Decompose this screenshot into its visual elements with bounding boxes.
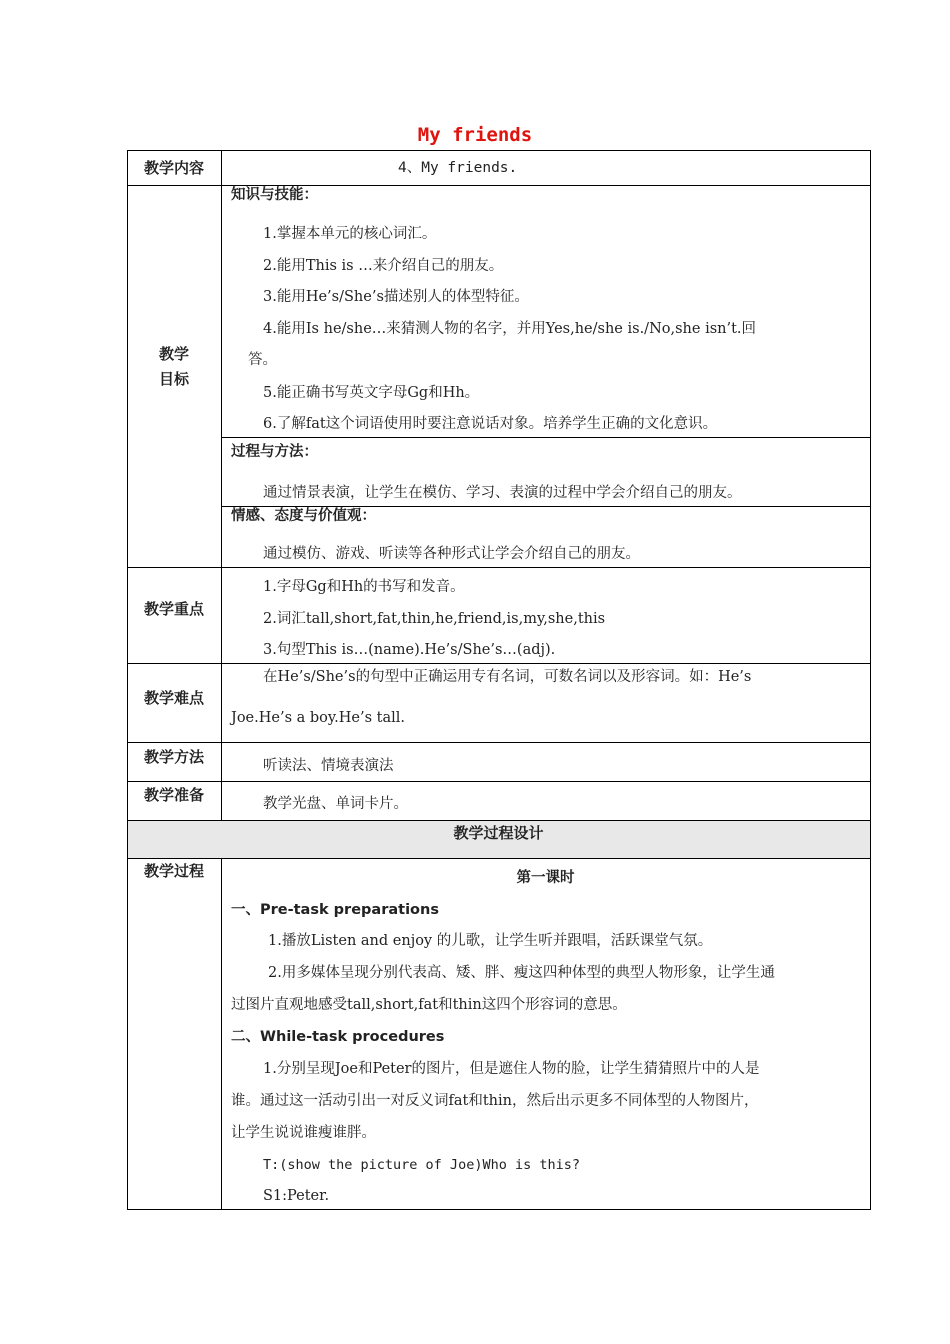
difficulties-label: 教学难点 xyxy=(143,689,204,707)
difficulties-line1: 在He’s/She’s的句型中正确运用专有名词，可数名词以及形容词。如：He’s xyxy=(263,669,752,685)
process-line: 1.播放Listen and enjoy 的儿歌，让学生听并跟唱，活跃课堂气氛。 xyxy=(268,933,713,949)
key-point-item: 1.字母Gg和Hh的书写和发音。 xyxy=(263,579,465,595)
table-rule xyxy=(127,858,871,859)
table-border-top xyxy=(127,150,871,151)
process-line: 让学生说说谁瘦谁胖。 xyxy=(231,1125,376,1141)
table-rule xyxy=(127,781,871,782)
preparation-value: 教学光盘、单词卡片。 xyxy=(263,796,408,812)
knowledge-item: 1.掌握本单元的核心词汇。 xyxy=(263,226,437,242)
goals-label-line2: 目标 xyxy=(158,370,189,388)
knowledge-item: 3.能用He’s/She’s描述别人的体型特征。 xyxy=(263,289,529,305)
table-border-left xyxy=(127,150,128,1210)
process-method-text: 通过情景表演，让学生在模仿、学习、表演的过程中学会介绍自己的朋友。 xyxy=(263,485,742,501)
table-border-right xyxy=(870,150,871,1210)
process-line: 2.用多媒体呈现分别代表高、矮、胖、瘦这四种体型的典型人物形象，让学生通 xyxy=(268,965,775,981)
table-column-divider xyxy=(221,858,222,1210)
table-column-divider xyxy=(221,150,222,821)
key-point-item: 3.句型This is…(name).He’s/She’s…(adj). xyxy=(263,642,556,658)
knowledge-heading: 知识与技能： xyxy=(231,187,318,203)
attitude-heading: 情感、态度与价值观： xyxy=(231,508,376,524)
key-points-label: 教学重点 xyxy=(143,600,204,618)
table-rule xyxy=(127,742,871,743)
method-label: 教学方法 xyxy=(143,748,204,766)
key-point-item: 2.词汇tall,short,fat,thin,he,friend,is,my,she,this xyxy=(263,611,606,627)
content-label: 教学内容 xyxy=(143,159,204,177)
process-section-heading: 二、While-task procedures xyxy=(231,1029,445,1045)
method-value: 听读法、情境表演法 xyxy=(263,758,394,774)
process-line: 过图片直观地感受tall,short,fat和thin这四个形容词的意思。 xyxy=(231,997,627,1013)
goals-label-line1: 教学 xyxy=(158,345,189,363)
content-value: 4、My friends. xyxy=(398,160,518,176)
process-section-heading: 一、Pre-task preparations xyxy=(231,902,439,918)
knowledge-item: 6.了解fat这个词语使用时要注意说话对象。培养学生正确的文化意识。 xyxy=(263,416,718,432)
difficulties-line2: Joe.He’s a boy.He’s tall. xyxy=(231,710,405,726)
dialogue-line: T:(show the picture of Joe)Who is this? xyxy=(263,1157,580,1173)
attitude-text: 通过模仿、游戏、听读等各种形式让学会介绍自己的朋友。 xyxy=(263,546,640,562)
knowledge-item: 2.能用This is …来介绍自己的朋友。 xyxy=(263,258,504,274)
document-title: My friends xyxy=(417,124,533,146)
process-design-heading: 教学过程设计 xyxy=(453,824,544,842)
knowledge-item: 5.能正确书写英文字母Gg和Hh。 xyxy=(263,385,480,401)
process-line: 谁。通过这一活动引出一对反义词fat和thin，然后出示更多不同体型的人物图片， xyxy=(231,1093,759,1109)
knowledge-item: 答。 xyxy=(248,352,277,368)
table-border-bottom xyxy=(127,1209,871,1210)
process-method-heading: 过程与方法： xyxy=(231,444,318,460)
table-rule xyxy=(127,820,871,821)
table-rule xyxy=(127,663,871,664)
preparation-label: 教学准备 xyxy=(143,786,204,804)
table-rule xyxy=(221,437,871,438)
table-rule xyxy=(127,567,871,568)
dialogue-line: S1:Peter. xyxy=(263,1188,330,1204)
knowledge-item: 4.能用Is he/she…来猜测人物的名字，并用Yes,he/she is./No,she isn’t.回 xyxy=(263,321,757,337)
process-line: 1.分别呈现Joe和Peter的图片，但是遮住人物的脸，让学生猜猜照片中的人是 xyxy=(263,1061,760,1077)
process-label: 教学过程 xyxy=(143,862,204,880)
lesson-heading: 第一课时 xyxy=(516,870,575,886)
